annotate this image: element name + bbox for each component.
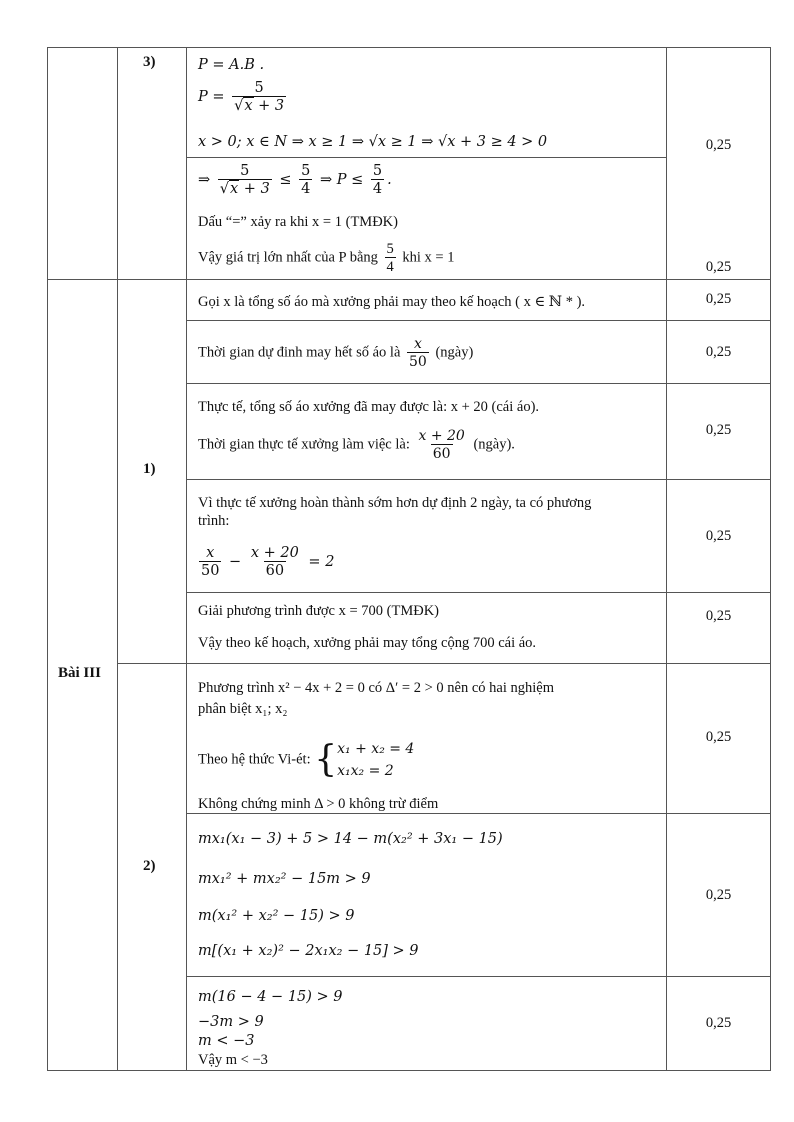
math-line: ⇒ $\frac{5}{√x + 3}$ ≤ $\frac{5}{4}$ ⇒ P ≤ $\frac{5}{4}$ .	[198, 163, 392, 197]
text-line: Phương trình x² − 4x + 2 = 0 có Δ′ = 2 > 0 nên có hai nghiệm	[198, 680, 554, 696]
math-line: $\frac{x}{50}$ − $\frac{x + 20}{60}$ = 2	[201, 545, 335, 579]
part-2-label: 2)	[143, 858, 156, 874]
text-line: phân biệt x₁; x₂	[198, 701, 288, 717]
math-line: P = $\frac{5}{√x + 3}$	[198, 80, 285, 114]
math-line: m(16 − 4 − 15) > 9	[198, 989, 343, 1005]
math-line: mx₁² + mx₂² − 15m > 9	[198, 871, 371, 887]
score-cell: 0,25	[705, 729, 732, 745]
score-cell: 0,25	[705, 887, 732, 903]
score-cell: 0,25	[705, 528, 732, 544]
part-1-label: 1)	[143, 461, 156, 477]
score-cell: 0,25	[705, 422, 732, 438]
text-line: Giải phương trình được x = 700 (TMĐK)	[198, 603, 439, 619]
section-label-bai-iii: Bài III	[58, 665, 101, 681]
math-line: m[(x₁ + x₂)² − 2x₁x₂ − 15] > 9	[198, 943, 419, 959]
score-cell: 0,25	[705, 291, 732, 307]
text-line: Thời gian dự đinh may hết số áo là $\frac{x}{50}$ (ngày)	[198, 336, 474, 370]
text-line: Vậy m < −3	[198, 1052, 268, 1068]
text-line: Theo hệ thức Vi-ét: { x₁ + x₂ = 4 x₁x₂ = 2	[198, 739, 415, 780]
math-line: P = A.B .	[198, 57, 265, 73]
text-line: trình:	[198, 513, 230, 529]
text-line: Thực tế, tổng số áo xưởng đã may được là: x + 20 (cái áo).	[198, 399, 540, 415]
math-line: m(x₁² + x₂² − 15) > 9	[198, 908, 355, 924]
math-line: −3m > 9	[198, 1014, 264, 1030]
text-line: Gọi x là tổng số áo mà xưởng phải may theo kế hoạch ( x ∈ ℕ * ).	[198, 294, 586, 310]
score-cell: 0,25	[705, 137, 732, 153]
score-cell: 0,25	[705, 608, 732, 624]
text-line: Thời gian thực tế xưởng làm việc là: $\frac{x + 20}{60}$ (ngày).	[198, 428, 515, 462]
score-cell: 0,25	[705, 344, 732, 360]
text-line: Dấu “=” xảy ra khi x = 1 (TMĐK)	[198, 214, 398, 230]
text-line: Vì thực tế xưởng hoàn thành sớm hơn dự định 2 ngày, ta có phương	[198, 495, 592, 511]
part-3-label: 3)	[143, 54, 156, 70]
text-line: Vậy giá trị lớn nhất của P bằng $\frac{5}{4}$ khi x = 1	[198, 241, 455, 275]
score-cell: 0,25	[705, 259, 732, 275]
math-line: m < −3	[198, 1033, 255, 1049]
score-cell: 0,25	[705, 1015, 732, 1031]
text-line: Vậy theo kế hoạch, xưởng phải may tổng cộng 700 cái áo.	[198, 635, 537, 651]
math-line: x > 0; x ∈ N ⇒ x ≥ 1 ⇒ √x ≥ 1 ⇒ √x + 3 ≥ 4 > 0	[198, 134, 548, 150]
text-line: Không chứng minh Δ > 0 không trừ điểm	[198, 796, 439, 812]
math-line: mx₁(x₁ − 3) + 5 > 14 − m(x₂² + 3x₁ − 15)	[198, 831, 503, 847]
